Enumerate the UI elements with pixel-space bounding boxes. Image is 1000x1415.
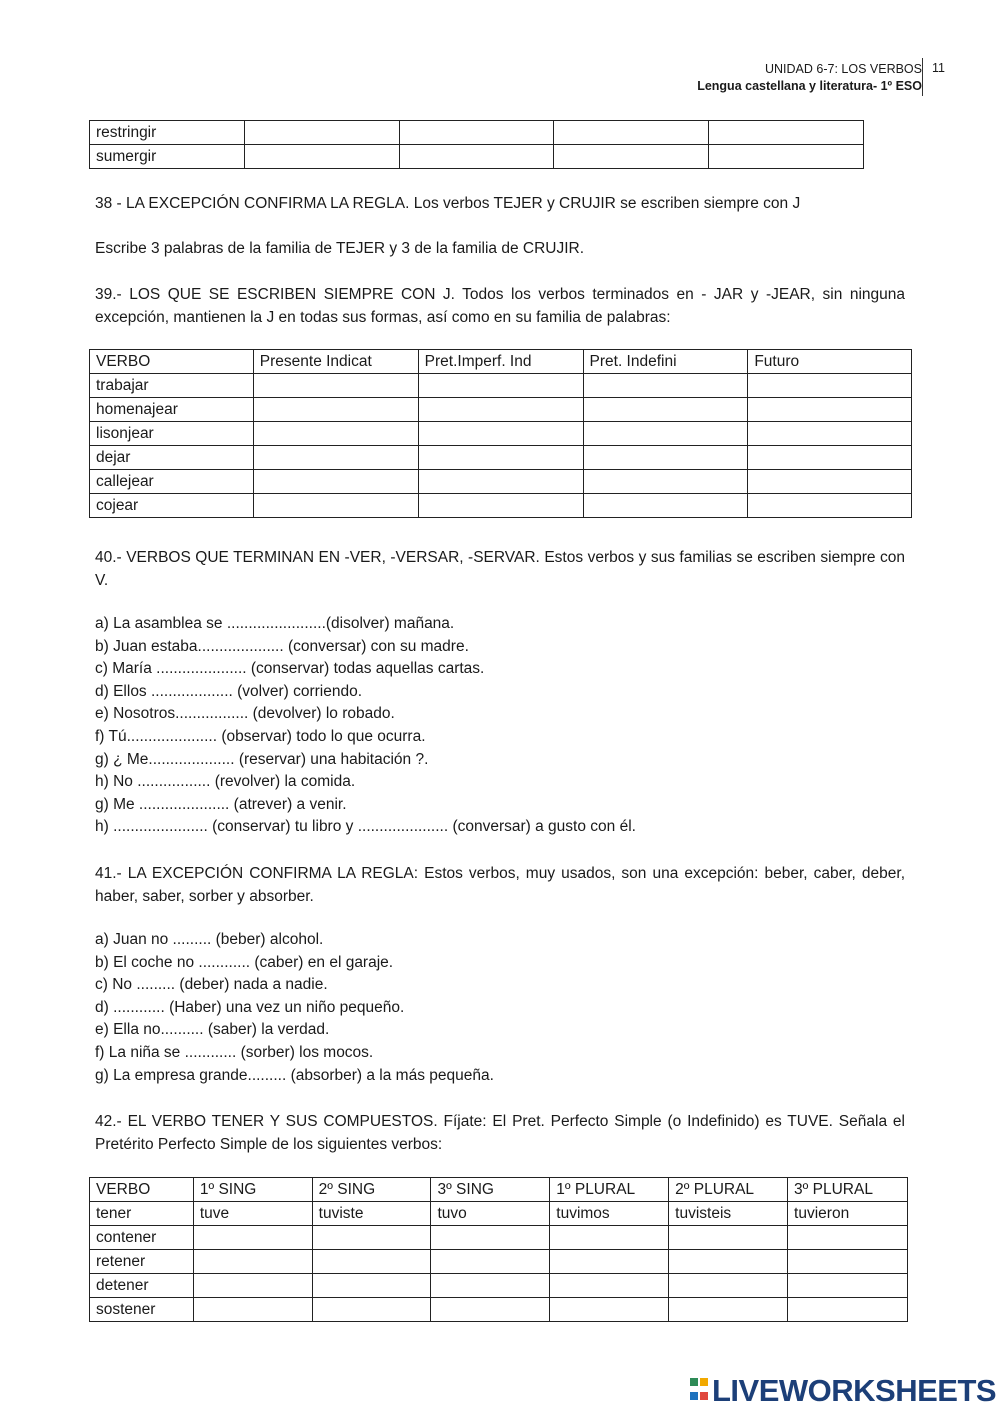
answer-cell[interactable] (253, 446, 418, 470)
table-cell: retener (90, 1250, 194, 1274)
exercise-item: f) Tú..................... (observar) todo lo que ocurra. (95, 727, 426, 745)
table-cell: cojear (90, 494, 254, 518)
exercise-39-table-header (90, 350, 912, 374)
table-row (90, 1202, 908, 1226)
answer-cell[interactable] (709, 145, 864, 169)
exercise-38-instruction: Escribe 3 palabras de la familia de TEJER y 3 de la familia de CRUJIR. (95, 240, 585, 257)
answer-cell[interactable] (583, 494, 748, 518)
answer-cell[interactable] (253, 470, 418, 494)
answer-cell[interactable] (253, 398, 418, 422)
table-cell: callejear (90, 470, 254, 494)
answer-cell[interactable] (748, 470, 912, 494)
exercise-41-text: 41.- LA EXCEPCIÓN CONFIRMA LA REGLA: Estos verbos, muy usados, son una excepción: beber, caber, deber, haber, saber, sorber y absorber. (95, 865, 905, 905)
exercise-41-list (95, 929, 905, 1087)
exercise-item: g) ¿ Me.................... (reservar) una habitación ?. (95, 750, 429, 768)
answer-cell[interactable] (418, 422, 583, 446)
exercise-item: c) María ..................... (conservar) todas aquellas cartas. (95, 660, 485, 678)
table-row (90, 121, 864, 145)
answer-cell[interactable] (748, 398, 912, 422)
answer-cell[interactable] (253, 422, 418, 446)
table-cell: sumergir (90, 145, 245, 169)
table-header-cell: VERBO (90, 1178, 194, 1202)
exercise-item: h) ...................... (conservar) tu libro y ..................... (conversar) a gusto con él. (95, 818, 636, 836)
table-header-cell: Futuro (748, 350, 912, 374)
answer-cell[interactable] (554, 121, 709, 145)
answer-cell[interactable] (193, 1226, 312, 1250)
table-row (90, 1298, 908, 1322)
table-header-row (90, 1178, 908, 1202)
answer-cell[interactable] (399, 121, 554, 145)
table-row (90, 470, 912, 494)
table-cell: tuviste (312, 1202, 431, 1226)
table-row (90, 145, 864, 169)
answer-cell[interactable] (312, 1298, 431, 1322)
answer-cell[interactable] (788, 1226, 908, 1250)
exercise-40-text: 40.- VERBOS QUE TERMINAN EN -VER, -VERSAR, -SERVAR. Estos verbos y sus familias se escriben siempre con V. (95, 549, 905, 589)
exercise-item: b) El coche no ............ (caber) en el garaje. (95, 953, 394, 971)
answer-cell[interactable] (748, 494, 912, 518)
answer-cell[interactable] (669, 1226, 788, 1250)
answer-cell[interactable] (550, 1274, 669, 1298)
answer-cell[interactable] (583, 374, 748, 398)
answer-cell[interactable] (748, 422, 912, 446)
table-cell: lisonjear (90, 422, 254, 446)
table-row (90, 422, 912, 446)
answer-cell[interactable] (669, 1274, 788, 1298)
answer-cell[interactable] (193, 1274, 312, 1298)
exercise-39-table-body (90, 374, 912, 518)
table-cell: trabajar (90, 374, 254, 398)
exercise-42-text: 42.- EL VERBO TENER Y SUS COMPUESTOS. Fíjate: El Pret. Perfecto Simple (o Indefinido) es TUVE. Señala el Pretérito Perfecto Simple de los siguientes verbos: (95, 1113, 905, 1153)
exercise-item: a) Juan no ......... (beber) alcohol. (95, 931, 324, 948)
exercise-item: e) Nosotros................. (devolver) lo robado. (95, 705, 395, 723)
logo-text: LIVEWORKSHEETS (712, 1373, 997, 1408)
answer-cell[interactable] (554, 145, 709, 169)
answer-cell[interactable] (748, 446, 912, 470)
answer-cell[interactable] (431, 1250, 550, 1274)
table-cell: tuvisteis (669, 1202, 788, 1226)
table-header-cell: 3º SING (431, 1178, 550, 1202)
answer-cell[interactable] (550, 1226, 669, 1250)
table-cell: tuve (193, 1202, 312, 1226)
table-cell: tener (90, 1202, 194, 1226)
exercise-item: d) ............ (Haber) una vez un niño pequeño. (95, 998, 405, 1016)
unit-title: UNIDAD 6-7: LOS VERBOS (765, 62, 922, 76)
table-row (90, 494, 912, 518)
exercise-40-list (95, 613, 905, 839)
table-header-cell: 2º SING (312, 1178, 431, 1202)
exercise-item: f) La niña se ............ (sorber) los mocos. (95, 1043, 374, 1061)
exercise-39-table (89, 349, 912, 518)
exercise-item: e) Ella no.......... (saber) la verdad. (95, 1021, 330, 1039)
answer-cell[interactable] (253, 374, 418, 398)
answer-cell[interactable] (748, 374, 912, 398)
answer-cell[interactable] (312, 1226, 431, 1250)
table-row (90, 1250, 908, 1274)
table-header-cell: 3º PLURAL (788, 1178, 908, 1202)
exercise-item: c) No ......... (deber) nada a nadie. (95, 976, 328, 994)
exercise-38-text: 38 - LA EXCEPCIÓN CONFIRMA LA REGLA. Los verbos TEJER y CRUJIR se escriben siempre con J (95, 195, 801, 212)
table-cell: tuvo (431, 1202, 550, 1226)
answer-cell[interactable] (244, 145, 399, 169)
answer-cell[interactable] (312, 1274, 431, 1298)
answer-cell[interactable] (709, 121, 864, 145)
answer-cell[interactable] (418, 374, 583, 398)
table-row (90, 1226, 908, 1250)
answer-cell[interactable] (583, 446, 748, 470)
page-number: 11 (932, 61, 945, 75)
exercise-42-table (89, 1177, 908, 1322)
liveworksheets-logo[interactable] (690, 1373, 996, 1409)
table-header-cell: Pret. Indefini (583, 350, 748, 374)
exercise-item: g) La empresa grande......... (absorber) a la más pequeña. (95, 1066, 494, 1084)
answer-cell[interactable] (431, 1274, 550, 1298)
logo-mark-icon (690, 1378, 708, 1404)
table-header-cell: 1º PLURAL (550, 1178, 669, 1202)
exercise-item: g) Me ..................... (atrever) a venir. (95, 795, 347, 813)
page-header (697, 61, 922, 95)
answer-cell[interactable] (788, 1298, 908, 1322)
table-row (90, 446, 912, 470)
exercise-item: d) Ellos ................... (volver) corriendo. (95, 682, 363, 700)
answer-cell[interactable] (669, 1298, 788, 1322)
table-cell: tuvimos (550, 1202, 669, 1226)
table-cell: contener (90, 1226, 194, 1250)
table-cell: sostener (90, 1298, 194, 1322)
exercise-42-table-body (90, 1202, 908, 1322)
continuation-table (89, 120, 864, 169)
answer-cell[interactable] (418, 398, 583, 422)
table-header-row (90, 350, 912, 374)
answer-cell[interactable] (431, 1226, 550, 1250)
table-cell: restringir (90, 121, 245, 145)
header-divider (922, 58, 923, 96)
answer-cell[interactable] (253, 494, 418, 518)
answer-cell[interactable] (193, 1250, 312, 1274)
exercise-item: h) No ................. (revolver) la comida. (95, 773, 356, 791)
table-header-cell: Presente Indicat (253, 350, 418, 374)
continuation-table-body (90, 121, 864, 169)
table-header-cell: Pret.Imperf. Ind (418, 350, 583, 374)
course-subtitle: Lengua castellana y literatura- 1º ESO (697, 79, 922, 93)
answer-cell[interactable] (418, 470, 583, 494)
answer-cell[interactable] (418, 494, 583, 518)
answer-cell[interactable] (788, 1274, 908, 1298)
answer-cell[interactable] (583, 398, 748, 422)
table-cell: detener (90, 1274, 194, 1298)
answer-cell[interactable] (583, 470, 748, 494)
table-header-cell: VERBO (90, 350, 254, 374)
exercise-42-table-header (90, 1178, 908, 1202)
answer-cell[interactable] (312, 1250, 431, 1274)
answer-cell[interactable] (431, 1298, 550, 1322)
answer-cell[interactable] (583, 422, 748, 446)
answer-cell[interactable] (550, 1250, 669, 1274)
answer-cell[interactable] (399, 145, 554, 169)
table-cell: homenajear (90, 398, 254, 422)
table-row (90, 374, 912, 398)
answer-cell[interactable] (550, 1298, 669, 1322)
answer-cell[interactable] (788, 1250, 908, 1274)
table-row (90, 398, 912, 422)
exercise-item: b) Juan estaba.................... (conversar) con su madre. (95, 637, 469, 655)
answer-cell[interactable] (669, 1250, 788, 1274)
exercise-item: a) La asamblea se .......................(disolver) mañana. (95, 615, 455, 632)
answer-cell[interactable] (244, 121, 399, 145)
answer-cell[interactable] (193, 1298, 312, 1322)
table-cell: tuvieron (788, 1202, 908, 1226)
table-cell: dejar (90, 446, 254, 470)
exercise-39-text: 39.- LOS QUE SE ESCRIBEN SIEMPRE CON J. Todos los verbos terminados en - JAR y -JEAR, sin ninguna excepción, mantienen la J en todas sus formas, así como en su familia de palabras: (95, 286, 905, 326)
table-header-cell: 1º SING (193, 1178, 312, 1202)
table-header-cell: 2º PLURAL (669, 1178, 788, 1202)
answer-cell[interactable] (418, 446, 583, 470)
table-row (90, 1274, 908, 1298)
